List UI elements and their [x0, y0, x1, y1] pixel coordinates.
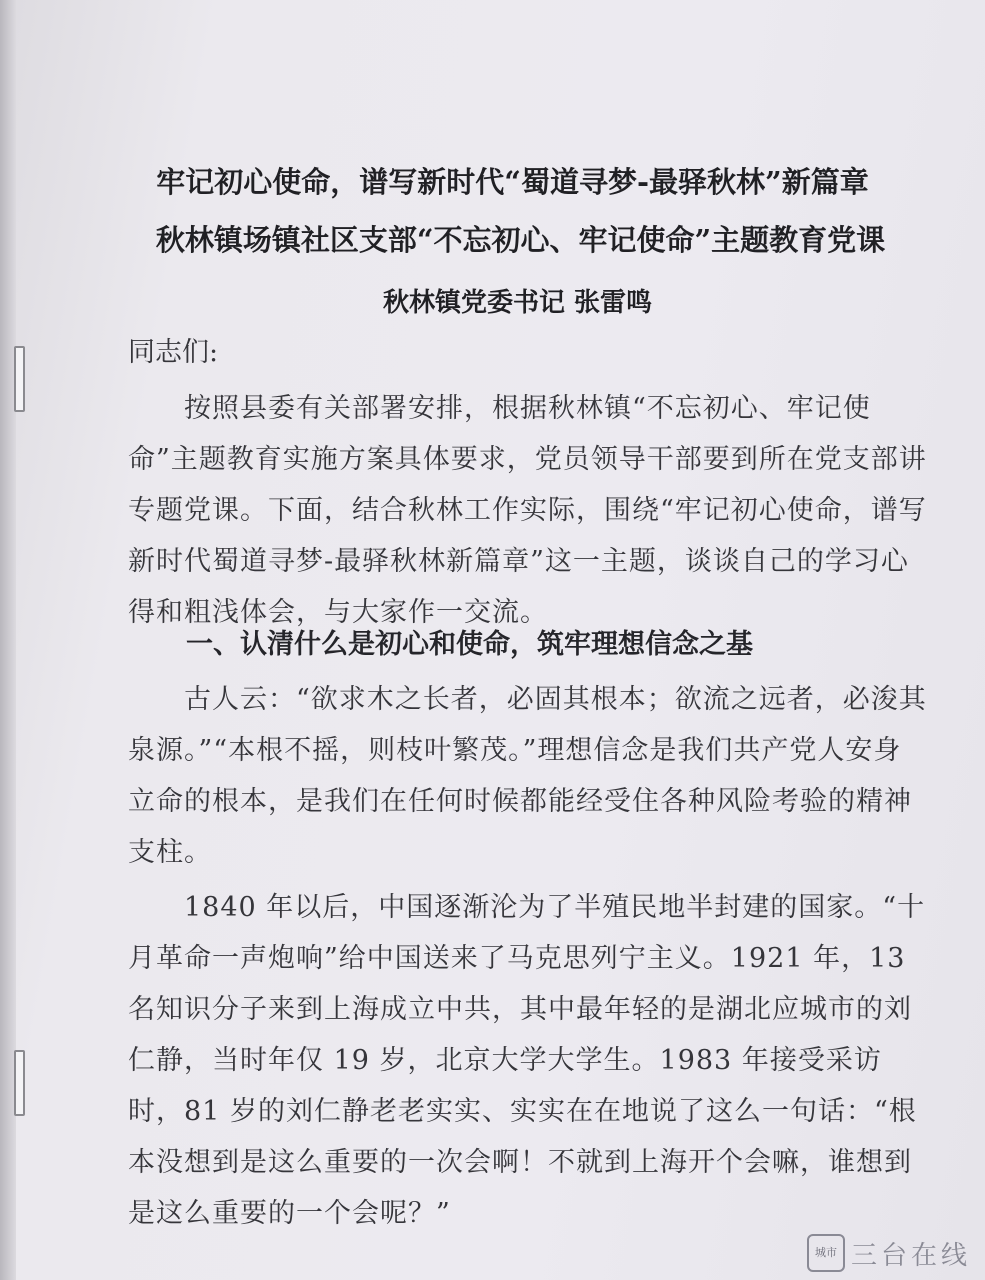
section-1-heading: 一、认清什么是初心和使命，筑牢理想信念之基 [186, 629, 753, 660]
watermark-seal-icon: 城市 [807, 1234, 845, 1272]
site-watermark [807, 1234, 971, 1272]
watermark-text: 三台在线 [850, 1240, 971, 1271]
document-title-line2: 秋林镇场镇社区支部“不忘初心、牢记使命”主题教育党课 [155, 223, 886, 257]
paragraph-3: 1840 年以后，中国逐渐沦为了半殖民地半封建的国家。“十月革命一声炮响”给中国送来了马克思列宁主义。1921 年，13 名知识分子来到上海成立中共，其中最年轻的是湖北应城市的刘仁静，当时年仅 19 岁，北京大学大学生。1983 年接受采访时，81 岁的刘仁静老老实实、实实在在地说了这么一句话：“根本没想到是这么重要的一次会啊！不就到上海开个会嘛，谁想到是这么重要的一个会呢？” [128, 892, 926, 1229]
greeting: 同志们: [128, 337, 219, 368]
staple-mark-top [14, 346, 25, 412]
paragraph-1: 按照县委有关部署安排，根据秋林镇“不忘初心、牢记使命”主题教育实施方案具体要求，党员领导干部要到所在党支部讲专题党课。下面，结合秋林工作实际，围绕“牢记初心使命，谱写新时代蜀道寻梦-最驿秋林新篇章”这一主题，谈谈自己的学习心得和粗浅体会，与大家作一交流。 [128, 393, 927, 628]
document-title-line1: 牢记初心使命，谱写新时代“蜀道寻梦-最驿秋林”新篇章 [156, 165, 869, 199]
paragraph-3-block [128, 882, 928, 1239]
staple-mark-bottom [14, 1050, 25, 1116]
paragraph-2-block [128, 674, 928, 878]
paragraph-1-block [128, 383, 928, 638]
paragraph-2: 古人云：“欲求木之长者，必固其根本；欲流之远者，必浚其泉源。”“本根不摇，则枝叶繁茂。”理想信念是我们共产党人安身立命的根本，是我们在任何时候都能经受住各种风险考验的精神支柱。 [128, 684, 927, 868]
document-author: 秋林镇党委书记 张雷鸣 [382, 288, 653, 318]
